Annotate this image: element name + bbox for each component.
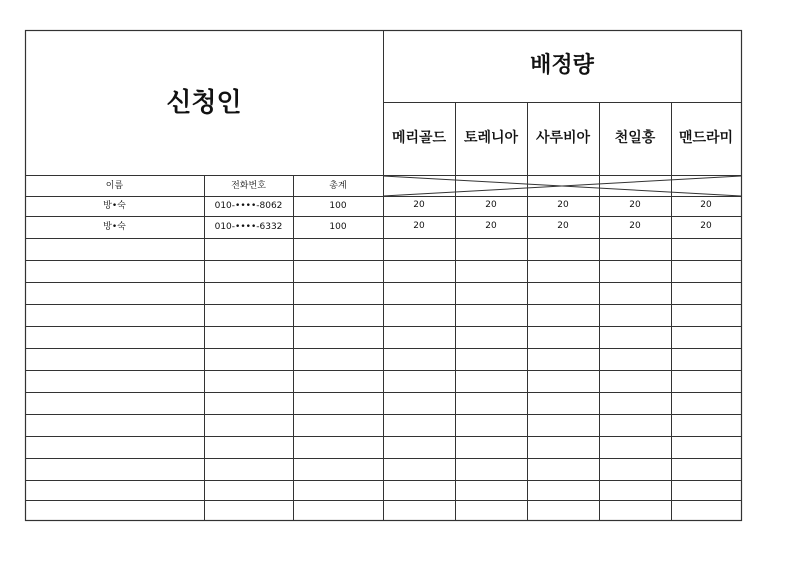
sub-header-phone: 전화번호 <box>231 181 266 191</box>
flower-header-celosia: 맨드라미 <box>678 130 734 146</box>
row-value-marigold: 20 <box>413 221 425 231</box>
row-value-celosia: 20 <box>700 221 712 231</box>
flower-header-globe-amaranth: 천일홍 <box>614 130 656 146</box>
flower-header-marigold: 메리골드 <box>391 130 447 146</box>
row-value-torenia: 20 <box>485 200 497 210</box>
row-total: 100 <box>329 201 347 211</box>
row-name: 방•숙 <box>103 201 126 211</box>
row-total: 100 <box>329 222 347 232</box>
applicant-title: 신청인 <box>166 88 242 118</box>
row-name: 방•숙 <box>103 222 126 232</box>
row-phone: 010-••••-8062 <box>214 201 283 211</box>
row-value-globe-amaranth: 20 <box>629 221 641 231</box>
sub-header-name: 이름 <box>105 181 124 191</box>
row-phone: 010-••••-6332 <box>214 222 283 232</box>
row-value-marigold: 20 <box>413 200 425 210</box>
flower-header-torenia: 토레니아 <box>463 130 519 146</box>
row-value-salvia: 20 <box>557 200 569 210</box>
sub-header-total: 총계 <box>329 181 347 191</box>
row-value-torenia: 20 <box>485 221 497 231</box>
row-value-globe-amaranth: 20 <box>629 200 641 210</box>
row-value-celosia: 20 <box>700 200 712 210</box>
row-value-salvia: 20 <box>557 221 569 231</box>
allocation-title: 배정량 <box>530 53 594 78</box>
flower-header-salvia: 사루비아 <box>535 130 591 146</box>
